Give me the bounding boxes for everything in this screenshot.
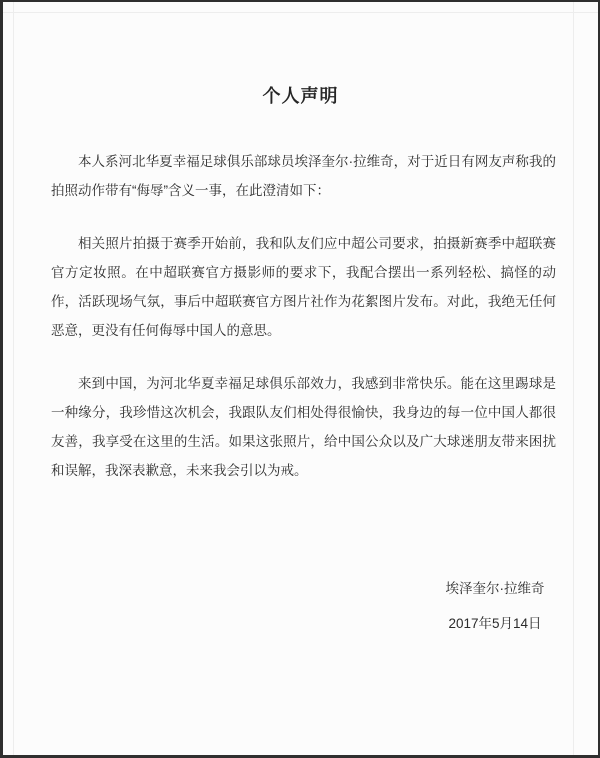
document-body (51, 147, 556, 509)
signature-date: 2017年5月14日 (448, 616, 542, 631)
page-edge-artifact-left (13, 2, 14, 755)
paragraph-apology: 来到中国，为河北华夏幸福足球俱乐部效力，我感到非常快乐。能在这里踢球是一种缘分，我珍惜这次机会，我跟队友们相处得很愉快，我身边的每一位中国人都很友善，我享受在这里的生活。如果这张照片，给中国公众以及广大球迷朋友带来困扰和误解，我深表歉意，未来我会引以为戒。 (51, 376, 556, 478)
page-edge-artifact-right (573, 2, 574, 755)
paragraph-explanation: 相关照片拍摄于赛季开始前，我和队友们应中超公司要求，拍摄新赛季中超联赛官方定妆照。在中超联赛官方摄影师的要求下，我配合摆出一系列轻松、搞怪的动作，活跃现场气氛，事后中超联赛官方图片社作为花絮图片发布。对此，我绝无任何恶意，更没有任何侮辱中国人的意思。 (51, 236, 556, 338)
signature-block (439, 574, 551, 639)
signature-name: 埃泽奎尔·拉维奇 (445, 581, 545, 596)
document-title: 个人声明 (262, 86, 339, 106)
page-edge-artifact-top (3, 12, 598, 13)
paragraph-intro: 本人系河北华夏幸福足球俱乐部球员埃泽奎尔·拉维奇，对于近日有网友声称我的拍照动作带有“侮辱”含义一事，在此澄清如下： (51, 154, 556, 198)
